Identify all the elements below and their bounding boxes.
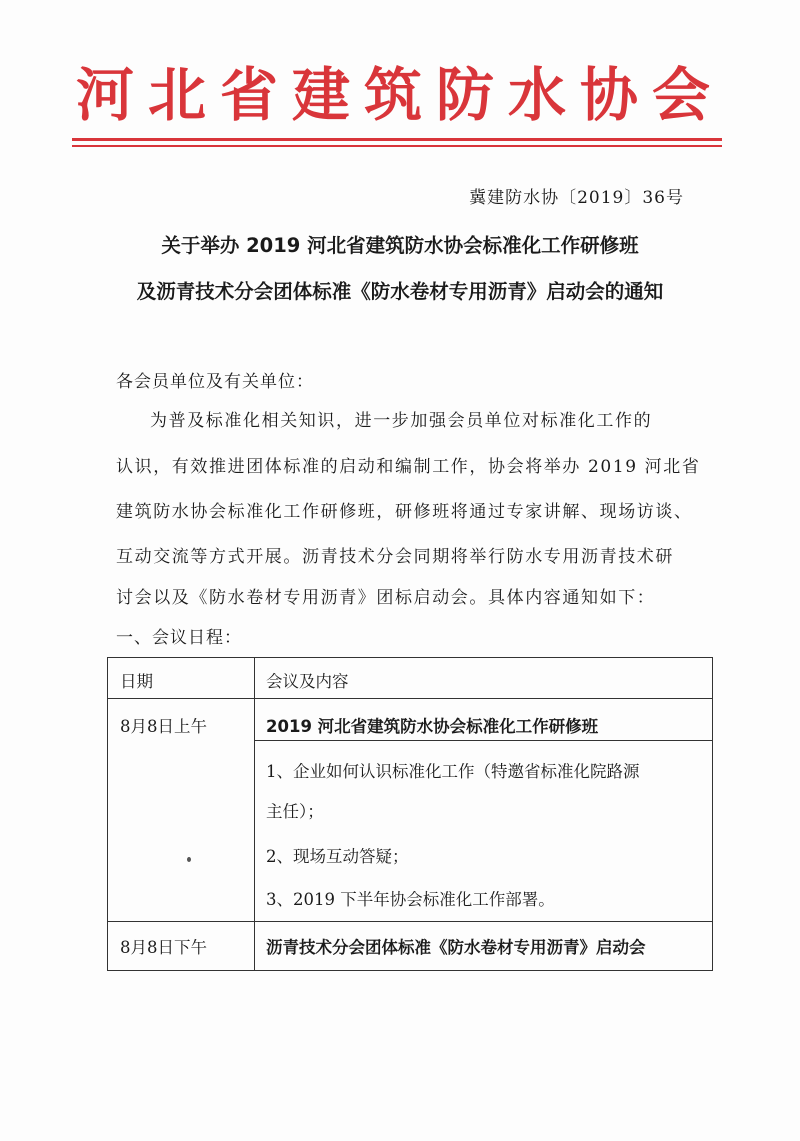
table-row-divider — [108, 921, 712, 922]
table-header-date: 日期 — [120, 672, 153, 691]
table-cell-agenda-item: 1、企业如何认识标准化工作（特邀省标准化院路源 — [266, 762, 640, 781]
table-header-divider — [108, 698, 712, 699]
table-cell-agenda-item: 3、2019 下半年协会标准化工作部署。 — [266, 890, 555, 909]
table-row-divider — [254, 740, 712, 741]
table-header-content: 会议及内容 — [266, 672, 349, 691]
section-heading-schedule: 一、会议日程： — [116, 628, 242, 648]
salutation: 各会员单位及有关单位： — [116, 372, 314, 392]
table-cell-date: 8月8日下午 — [120, 938, 207, 957]
paragraph-line: 讨会以及《防水卷材专用沥青》团标启动会。具体内容通知如下： — [116, 588, 656, 608]
paragraph-line: 为普及标准化相关知识，进一步加强会员单位对标准化工作的 — [150, 411, 653, 431]
header-red-rule-thick — [72, 138, 722, 141]
table-cell-agenda-item: 主任）； — [266, 802, 324, 821]
table-cell-agenda-item: 2、现场互动答疑； — [266, 847, 409, 866]
organization-title: 河北省建筑防水协会 — [75, 61, 724, 129]
table-column-divider — [254, 658, 255, 970]
paragraph-line: 认识，有效推进团体标准的启动和编制工作，协会将举办 2019 河北省 — [116, 457, 701, 477]
paragraph-line: 建筑防水协会标准化工作研修班，研修班将通过专家讲解、现场访谈、 — [116, 502, 693, 522]
paragraph-line: 互动交流等方式开展。沥青技术分会同期将举行防水专用沥青技术研 — [116, 547, 674, 567]
table-cell-session-title: 2019 河北省建筑防水协会标准化工作研修班 — [266, 717, 599, 736]
schedule-table — [107, 657, 713, 971]
notice-title-line-2: 及沥青技术分会团体标准《防水卷材专用沥青》启动会的通知 — [136, 280, 664, 303]
scan-speck — [187, 857, 191, 862]
header-red-rule-thin — [72, 145, 722, 147]
table-cell-session-title: 沥青技术分会团体标准《防水卷材专用沥青》启动会 — [266, 938, 646, 957]
table-cell-date: 8月8日上午 — [120, 717, 207, 736]
notice-title-line-1: 关于举办 2019 河北省建筑防水协会标准化工作研修班 — [161, 234, 639, 257]
document-number: 冀建防水协〔2019〕36号 — [469, 188, 684, 208]
